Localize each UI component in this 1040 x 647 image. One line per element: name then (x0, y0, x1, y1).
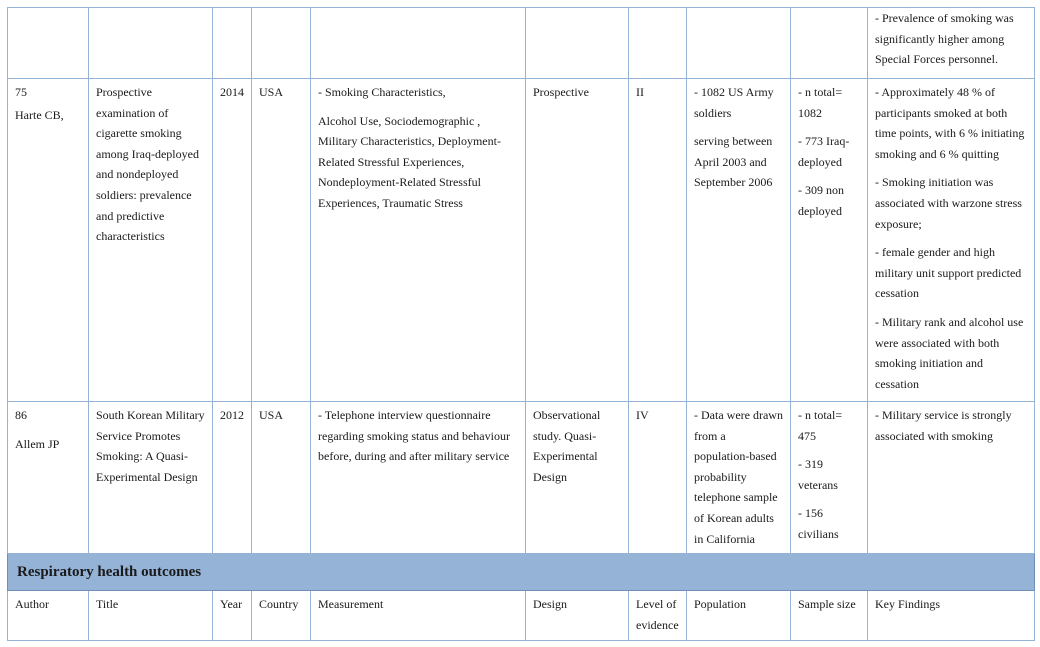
study-year: 2012 (220, 408, 244, 422)
study-author: Allem JP (15, 436, 60, 451)
section-header-row (8, 554, 1035, 591)
sample-text: - 156 civilians (798, 506, 839, 541)
column-header-population: Population (687, 591, 791, 641)
study-design: Prospective (533, 85, 589, 99)
cell-country (252, 402, 311, 554)
cell-level (629, 8, 687, 79)
column-header-country: Country (252, 591, 311, 641)
column-header-key-findings: Key Findings (868, 591, 1035, 641)
cell-level (629, 402, 687, 554)
cell-year (213, 8, 252, 79)
cell-sample (791, 402, 868, 554)
cell-measurement (311, 402, 526, 554)
column-header-design: Design (526, 591, 629, 641)
cell-measurement (311, 8, 526, 79)
measurement-text: - Telephone interview questionnaire regarding smoking status and behaviour before, during and after military service (318, 408, 510, 464)
cell-population (687, 402, 791, 554)
sample-text: - n total= 475 (798, 408, 843, 443)
table-row (8, 79, 1035, 402)
cell-sample (791, 8, 868, 79)
sample-text: - 773 Iraq-deployed (798, 134, 850, 169)
finding-text: - Prevalence of smoking was significantly higher among Special Forces personnel. (875, 11, 1014, 67)
column-header-title: Title (89, 591, 213, 641)
cell-year (213, 79, 252, 402)
cell-design (526, 8, 629, 79)
study-year: 2014 (220, 85, 244, 99)
sample-text: - n total= 1082 (798, 85, 843, 120)
column-header-row (8, 591, 1035, 641)
cell-year (213, 402, 252, 554)
population-text: - Data were drawn from a population-based probability telephone sample of Korean adults in California (694, 408, 783, 546)
study-design: Observational study. Quasi-Experimental Design (533, 408, 601, 484)
section-title: Respiratory health outcomes (8, 554, 1035, 591)
cell-title (89, 79, 213, 402)
column-header-sample-size: Sample size (791, 591, 868, 641)
cell-population (687, 8, 791, 79)
cell-design (526, 402, 629, 554)
column-header-year: Year (213, 591, 252, 641)
study-id: 75 (15, 85, 27, 99)
cell-level (629, 79, 687, 402)
table-row (8, 402, 1035, 554)
study-country: USA (259, 85, 284, 99)
column-header-author: Author (8, 591, 89, 641)
finding-text: - female gender and high military unit support predicted cessation (875, 245, 1022, 301)
cell-id-author (8, 8, 89, 79)
cell-findings (868, 79, 1035, 402)
cell-title (89, 402, 213, 554)
study-title: Prospective examination of cigarette smoking among Iraq-deployed and nondeployed soldiers: prevalence and predictive characteristics (96, 85, 199, 244)
cell-measurement (311, 79, 526, 402)
study-id: 86 (15, 408, 27, 422)
population-text: serving between April 2003 and September 2006 (694, 134, 773, 190)
finding-text: - Military rank and alcohol use were associated with both smoking initiation and cessation (875, 314, 1024, 391)
cell-population (687, 79, 791, 402)
column-header-level: Level of evidence (629, 591, 687, 641)
table-row (8, 8, 1035, 79)
finding-text: - Approximately 48 % of participants smoked at both time points, with 6 % initiating smoking and 6 % quitting (875, 85, 1025, 161)
study-title: South Korean Military Service Promotes Smoking: A Quasi-Experimental Design (96, 408, 205, 484)
sample-text: - 319 veterans (798, 457, 838, 492)
measurement-text: - Smoking Characteristics, (318, 85, 446, 99)
cell-sample (791, 79, 868, 402)
literature-review-table (7, 7, 1035, 641)
cell-design (526, 79, 629, 402)
finding-text: - Military service is strongly associated with smoking (875, 408, 1012, 443)
cell-id-author (8, 79, 89, 402)
cell-id-author (8, 402, 89, 554)
sample-text: - 309 non deployed (798, 183, 844, 218)
study-country: USA (259, 408, 284, 422)
finding-text: - Smoking initiation was associated with warzone stress exposure; (875, 175, 1022, 231)
cell-country (252, 8, 311, 79)
population-text: - 1082 US Army soldiers (694, 85, 774, 120)
evidence-level: II (636, 85, 644, 99)
cell-title (89, 8, 213, 79)
study-author: Harte CB, (15, 107, 64, 122)
evidence-level: IV (636, 408, 649, 422)
measurement-text: Alcohol Use, Sociodemographic , Military Characteristics, Deployment-Related Stressful Experiences, Nondeployment-Related Stressful Experiences, Traumatic Stress (318, 113, 501, 210)
cell-findings (868, 8, 1035, 79)
column-header-measurement: Measurement (311, 591, 526, 641)
cell-findings (868, 402, 1035, 554)
cell-country (252, 79, 311, 402)
